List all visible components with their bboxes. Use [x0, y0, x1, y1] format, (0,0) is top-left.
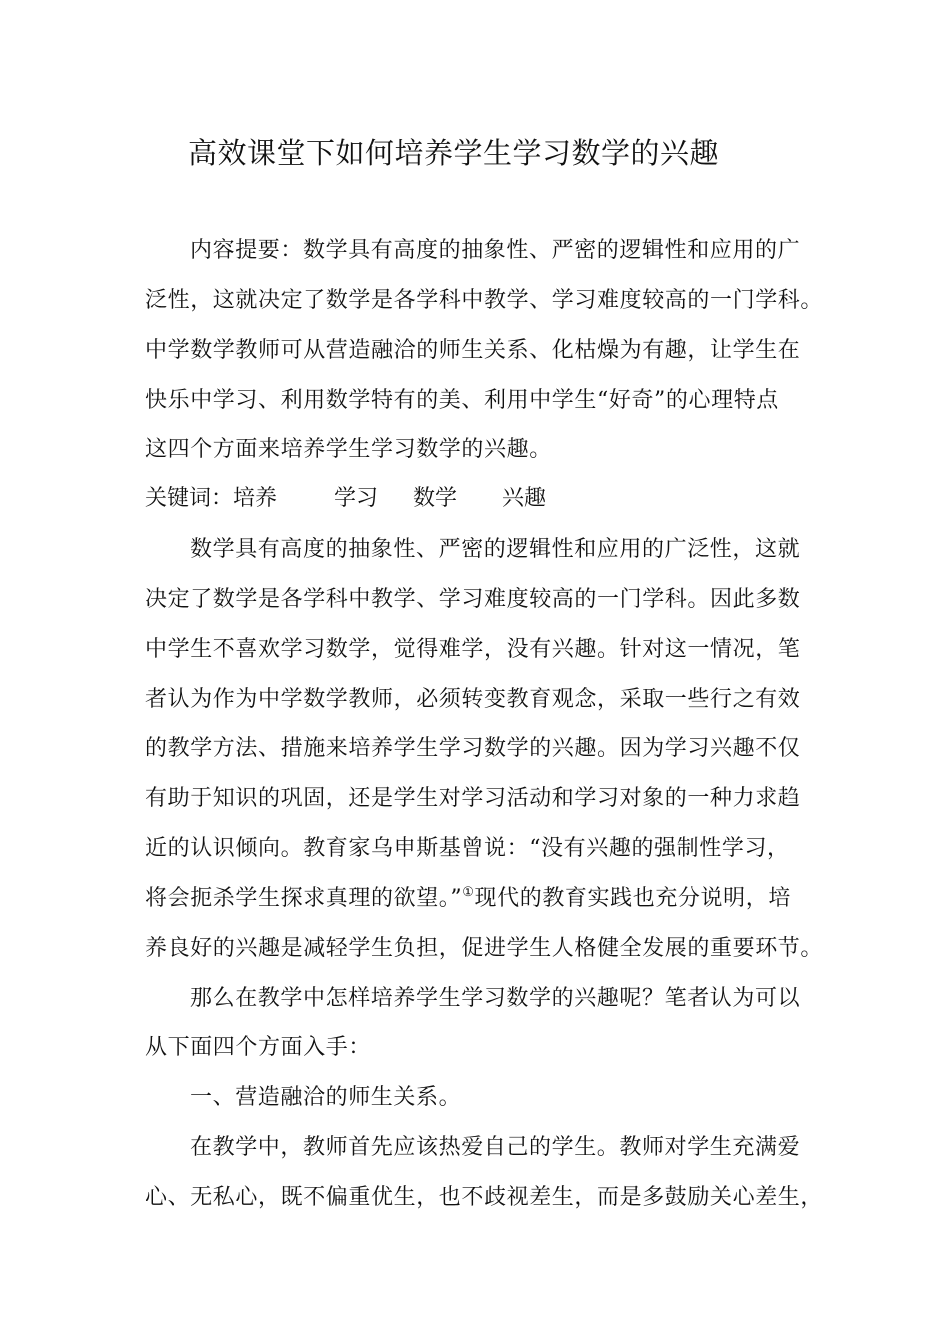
abstract-line: 泛性，这就决定了数学是各学科中教学、学习难度较高的一门学科。 — [145, 288, 824, 313]
body-line: 的教学方法、措施来培养学生学习数学的兴趣。因为学习兴趣不仅 — [145, 736, 801, 761]
keyword: 兴趣 — [502, 486, 547, 511]
body-line-with-footnote — [145, 884, 791, 914]
keyword: 数学 — [413, 486, 458, 511]
body-line: 决定了数学是各学科中教学、学习难度较高的一门学科。因此多数 — [145, 587, 801, 612]
keyword: 培养 — [233, 486, 278, 511]
section-body-line: 心、无私心，既不偏重优生，也不歧视差生，而是多鼓励关心差生， — [145, 1185, 824, 1210]
keyword: 学习 — [334, 486, 379, 511]
section-body-line: 在教学中，教师首先应该热爱自己的学生。教师对学生充满爱 — [190, 1135, 801, 1160]
footnote-marker[interactable]: ① — [462, 885, 475, 900]
body-line: 数学具有高度的抽象性、严密的逻辑性和应用的广泛性，这就 — [190, 537, 801, 562]
quote-continuation: 现代的教育实践也充分说明，培 — [474, 886, 791, 911]
abstract-line: 快乐中学习、利用数学特有的美、利用中学生“好奇”的心理特点 — [145, 388, 779, 413]
abstract-line: 内容提要：数学具有高度的抽象性、严密的逻辑性和应用的广 — [190, 238, 801, 263]
section-heading: 一、营造融洽的师生关系。 — [190, 1085, 462, 1110]
question-line: 从下面四个方面入手： — [145, 1035, 372, 1060]
question-line: 那么在教学中怎样培养学生学习数学的兴趣呢？笔者认为可以 — [190, 986, 801, 1011]
document-title: 高效课堂下如何培养学生学习数学的兴趣 — [188, 136, 720, 170]
abstract-line: 这四个方面来培养学生学习数学的兴趣。 — [145, 437, 552, 462]
keywords-label: 关键词： — [145, 486, 234, 511]
body-line: 中学生不喜欢学习数学，觉得难学，没有兴趣。针对这一情况，笔 — [145, 637, 801, 662]
body-line: 养良好的兴趣是减轻学生负担，促进学生人格健全发展的重要环节。 — [145, 936, 824, 961]
body-line: 者认为作为中学数学教师，必须转变教育观念，采取一些行之有效 — [145, 687, 801, 712]
body-line: 有助于知识的巩固，还是学生对学习活动和学习对象的一种力求趋 — [145, 786, 801, 811]
body-line: 近的认识倾向。教育家乌申斯基曾说：“没有兴趣的强制性学习， — [145, 836, 790, 861]
abstract-line: 中学数学教师可从营造融洽的师生关系、化枯燥为有趣，让学生在 — [145, 338, 801, 363]
quote-text: 将会扼杀学生探求真理的欲望。” — [145, 886, 463, 911]
